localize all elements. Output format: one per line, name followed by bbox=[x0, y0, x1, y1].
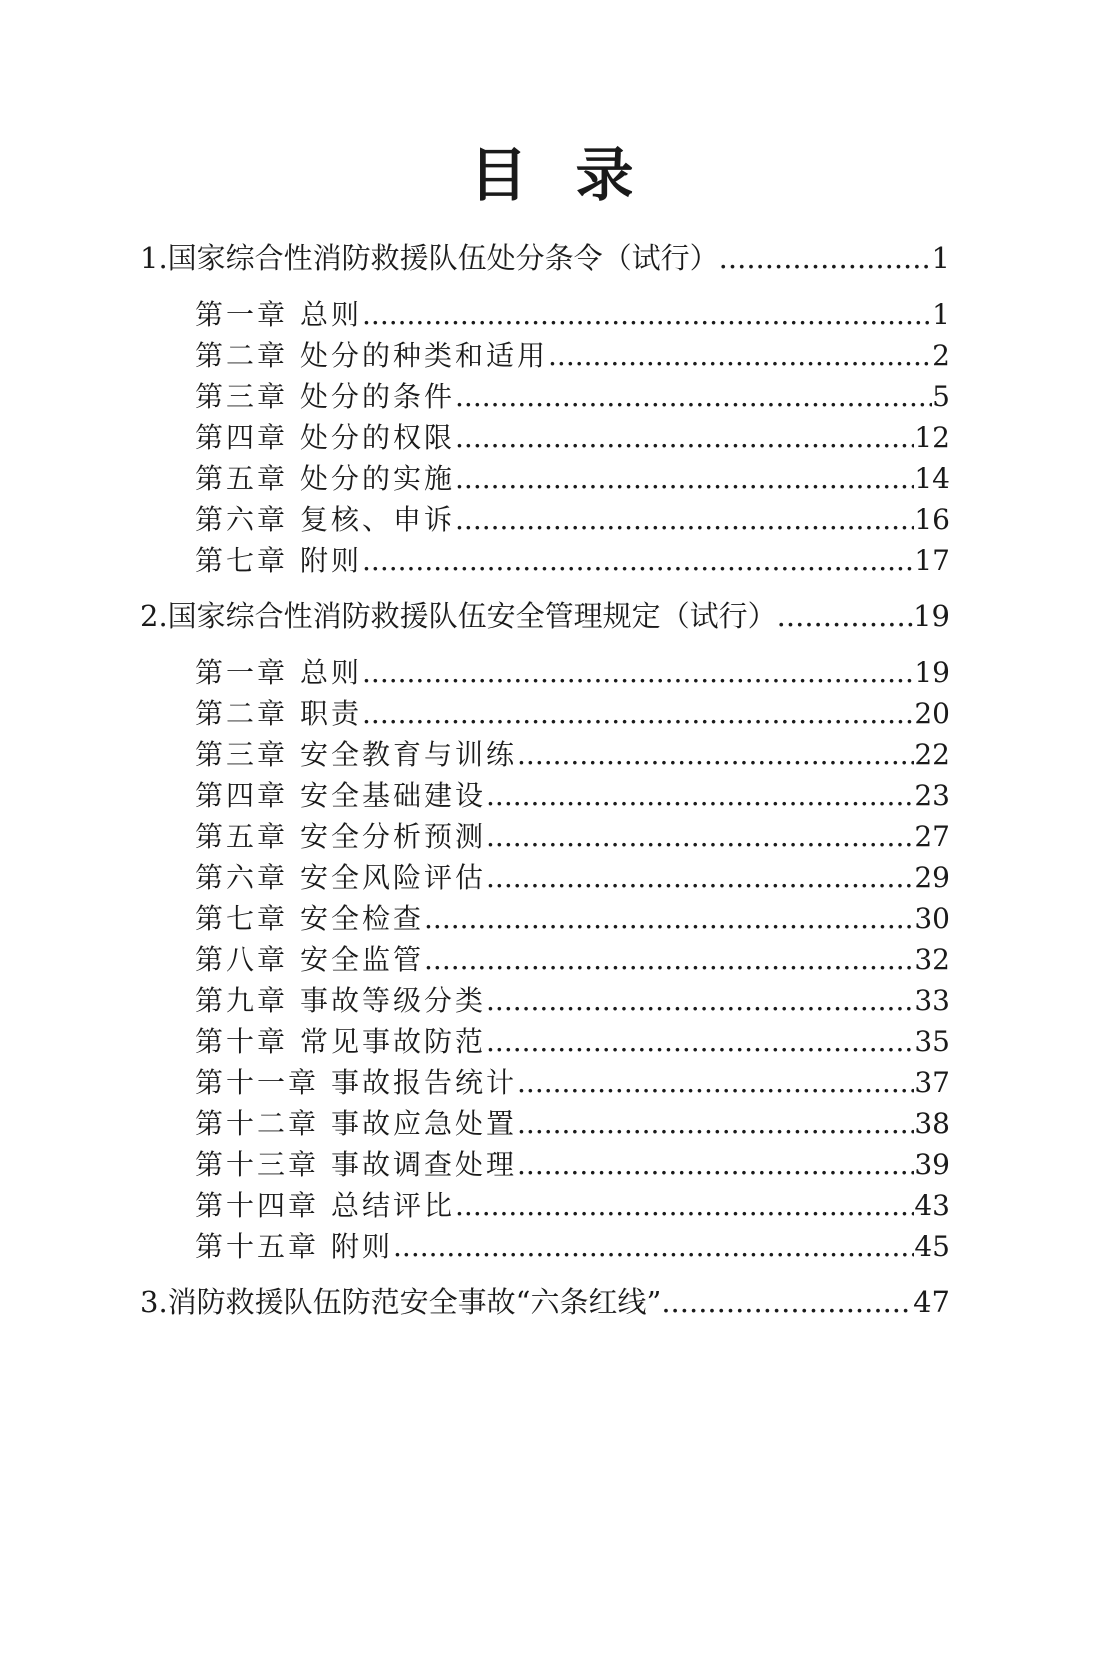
toc-leader-dots bbox=[548, 335, 932, 376]
toc-chapter-list-2 bbox=[140, 652, 950, 1267]
toc-leader-dots bbox=[455, 458, 914, 499]
toc-page-number: 16 bbox=[914, 503, 950, 536]
chapter-title: 复核、申诉 bbox=[300, 503, 456, 536]
chapter-number: 第十二章 bbox=[195, 1107, 320, 1140]
toc-chapter[interactable] bbox=[195, 376, 950, 417]
toc-page-number: 32 bbox=[914, 943, 950, 976]
toc-page-number: 17 bbox=[914, 544, 950, 577]
chapter-number: 第六章 bbox=[195, 503, 289, 536]
toc-leader-dots bbox=[486, 857, 914, 898]
chapter-title: 总则 bbox=[300, 656, 363, 689]
toc-leader-dots bbox=[362, 540, 914, 581]
toc-chapter[interactable] bbox=[195, 1185, 950, 1226]
toc-page-number: 30 bbox=[914, 902, 950, 935]
chapter-number: 第二章 bbox=[195, 339, 289, 372]
toc-chapter[interactable] bbox=[195, 734, 950, 775]
chapter-title: 事故报告统计 bbox=[331, 1066, 518, 1099]
chapter-title: 事故应急处置 bbox=[331, 1107, 518, 1140]
chapter-number: 第十章 bbox=[195, 1025, 289, 1058]
toc-chapter[interactable] bbox=[195, 540, 950, 581]
toc-chapter[interactable] bbox=[195, 1062, 950, 1103]
toc-page-number: 1 bbox=[931, 241, 950, 275]
toc-section-label: 2.国家综合性消防救援队伍安全管理规定（试行） bbox=[140, 599, 777, 633]
page-title bbox=[0, 140, 1103, 210]
chapter-title: 总则 bbox=[300, 298, 363, 331]
toc-page-number: 12 bbox=[914, 421, 950, 454]
toc-leader-dots bbox=[455, 417, 914, 458]
toc-section-3[interactable] bbox=[140, 1281, 950, 1324]
toc-page-number: 23 bbox=[914, 779, 950, 812]
chapter-title: 安全风险评估 bbox=[300, 861, 487, 894]
toc-leader-dots bbox=[777, 595, 913, 638]
chapter-number: 第五章 bbox=[195, 820, 289, 853]
chapter-title: 安全分析预测 bbox=[300, 820, 487, 853]
toc-page-number: 35 bbox=[914, 1025, 950, 1058]
toc-leader-dots bbox=[661, 1281, 913, 1324]
title-char-1: 目 bbox=[469, 141, 528, 209]
chapter-title: 处分的权限 bbox=[300, 421, 456, 454]
toc-leader-dots bbox=[455, 376, 932, 417]
chapter-number: 第五章 bbox=[195, 462, 289, 495]
toc-leader-dots bbox=[362, 652, 914, 693]
toc-page-number: 1 bbox=[932, 298, 950, 331]
chapter-number: 第九章 bbox=[195, 984, 289, 1017]
toc-chapter[interactable] bbox=[195, 294, 950, 335]
chapter-number: 第十五章 bbox=[195, 1230, 320, 1263]
toc-chapter-list-1 bbox=[140, 294, 950, 581]
toc-chapter[interactable] bbox=[195, 980, 950, 1021]
chapter-number: 第七章 bbox=[195, 902, 289, 935]
chapter-title: 职责 bbox=[300, 697, 363, 730]
toc-chapter[interactable] bbox=[195, 417, 950, 458]
chapter-number: 第四章 bbox=[195, 421, 289, 454]
chapter-title: 处分的实施 bbox=[300, 462, 456, 495]
chapter-title: 附则 bbox=[300, 544, 363, 577]
toc-page-number: 14 bbox=[914, 462, 950, 495]
toc-page-number: 45 bbox=[914, 1230, 950, 1263]
chapter-title: 总结评比 bbox=[331, 1189, 456, 1222]
toc-page-number: 39 bbox=[914, 1148, 950, 1181]
toc-page-number: 37 bbox=[914, 1066, 950, 1099]
chapter-number: 第七章 bbox=[195, 544, 289, 577]
chapter-number: 第一章 bbox=[195, 298, 289, 331]
chapter-title: 安全监管 bbox=[300, 943, 425, 976]
chapter-title: 安全教育与训练 bbox=[300, 738, 518, 771]
chapter-number: 第三章 bbox=[195, 738, 289, 771]
toc-leader-dots bbox=[455, 499, 914, 540]
toc-chapter[interactable] bbox=[195, 652, 950, 693]
toc-page-number: 33 bbox=[914, 984, 950, 1017]
toc-chapter[interactable] bbox=[195, 939, 950, 980]
chapter-title: 处分的条件 bbox=[300, 380, 456, 413]
chapter-number: 第二章 bbox=[195, 697, 289, 730]
toc-leader-dots bbox=[424, 939, 914, 980]
chapter-title: 常见事故防范 bbox=[300, 1025, 487, 1058]
toc-page-number: 19 bbox=[914, 656, 950, 689]
chapter-number: 第十四章 bbox=[195, 1189, 320, 1222]
toc-page-number: 38 bbox=[914, 1107, 950, 1140]
chapter-number: 第八章 bbox=[195, 943, 289, 976]
toc-page-number: 19 bbox=[913, 599, 950, 633]
toc-page-number: 47 bbox=[913, 1285, 950, 1319]
toc-leader-dots bbox=[455, 1185, 914, 1226]
toc-chapter[interactable] bbox=[195, 775, 950, 816]
toc-chapter[interactable] bbox=[195, 1226, 950, 1267]
toc-page-number: 20 bbox=[914, 697, 950, 730]
toc-chapter[interactable] bbox=[195, 1103, 950, 1144]
table-of-contents bbox=[140, 237, 950, 1324]
toc-leader-dots bbox=[719, 237, 932, 280]
toc-page-number: 2 bbox=[932, 339, 950, 372]
chapter-number: 第三章 bbox=[195, 380, 289, 413]
toc-section-2[interactable] bbox=[140, 595, 950, 638]
toc-leader-dots bbox=[362, 693, 914, 734]
toc-chapter[interactable] bbox=[195, 1144, 950, 1185]
toc-leader-dots bbox=[517, 734, 914, 775]
toc-leader-dots bbox=[393, 1226, 914, 1267]
toc-chapter[interactable] bbox=[195, 335, 950, 376]
toc-leader-dots bbox=[486, 980, 914, 1021]
toc-leader-dots bbox=[517, 1062, 914, 1103]
toc-leader-dots bbox=[517, 1144, 914, 1185]
toc-leader-dots bbox=[486, 816, 914, 857]
chapter-title: 事故等级分类 bbox=[300, 984, 487, 1017]
toc-chapter[interactable] bbox=[195, 693, 950, 734]
toc-chapter[interactable] bbox=[195, 1021, 950, 1062]
toc-leader-dots bbox=[517, 1103, 914, 1144]
toc-leader-dots bbox=[486, 1021, 914, 1062]
toc-page-number: 5 bbox=[932, 380, 950, 413]
toc-chapter[interactable] bbox=[195, 458, 950, 499]
toc-section-1[interactable] bbox=[140, 237, 950, 280]
chapter-number: 第六章 bbox=[195, 861, 289, 894]
chapter-number: 第十三章 bbox=[195, 1148, 320, 1181]
chapter-number: 第一章 bbox=[195, 656, 289, 689]
toc-leader-dots bbox=[486, 775, 914, 816]
title-char-2: 录 bbox=[575, 141, 634, 209]
chapter-title: 附则 bbox=[331, 1230, 394, 1263]
chapter-title: 处分的种类和适用 bbox=[300, 339, 549, 372]
toc-chapter[interactable] bbox=[195, 499, 950, 540]
toc-leader-dots bbox=[424, 898, 914, 939]
chapter-title: 安全基础建设 bbox=[300, 779, 487, 812]
toc-chapter[interactable] bbox=[195, 857, 950, 898]
chapter-title: 事故调查处理 bbox=[331, 1148, 518, 1181]
toc-section-label: 3.消防救援队伍防范安全事故“六条红线” bbox=[140, 1285, 662, 1319]
chapter-title: 安全检查 bbox=[300, 902, 425, 935]
toc-page-number: 29 bbox=[914, 861, 950, 894]
toc-page-number: 27 bbox=[914, 820, 950, 853]
toc-page-number: 43 bbox=[914, 1189, 950, 1222]
toc-chapter[interactable] bbox=[195, 898, 950, 939]
toc-leader-dots bbox=[362, 294, 932, 335]
chapter-number: 第十一章 bbox=[195, 1066, 320, 1099]
toc-page-number: 22 bbox=[914, 738, 950, 771]
toc-section-label: 1.国家综合性消防救援队伍处分条令（试行） bbox=[140, 241, 719, 275]
chapter-number: 第四章 bbox=[195, 779, 289, 812]
toc-chapter[interactable] bbox=[195, 816, 950, 857]
